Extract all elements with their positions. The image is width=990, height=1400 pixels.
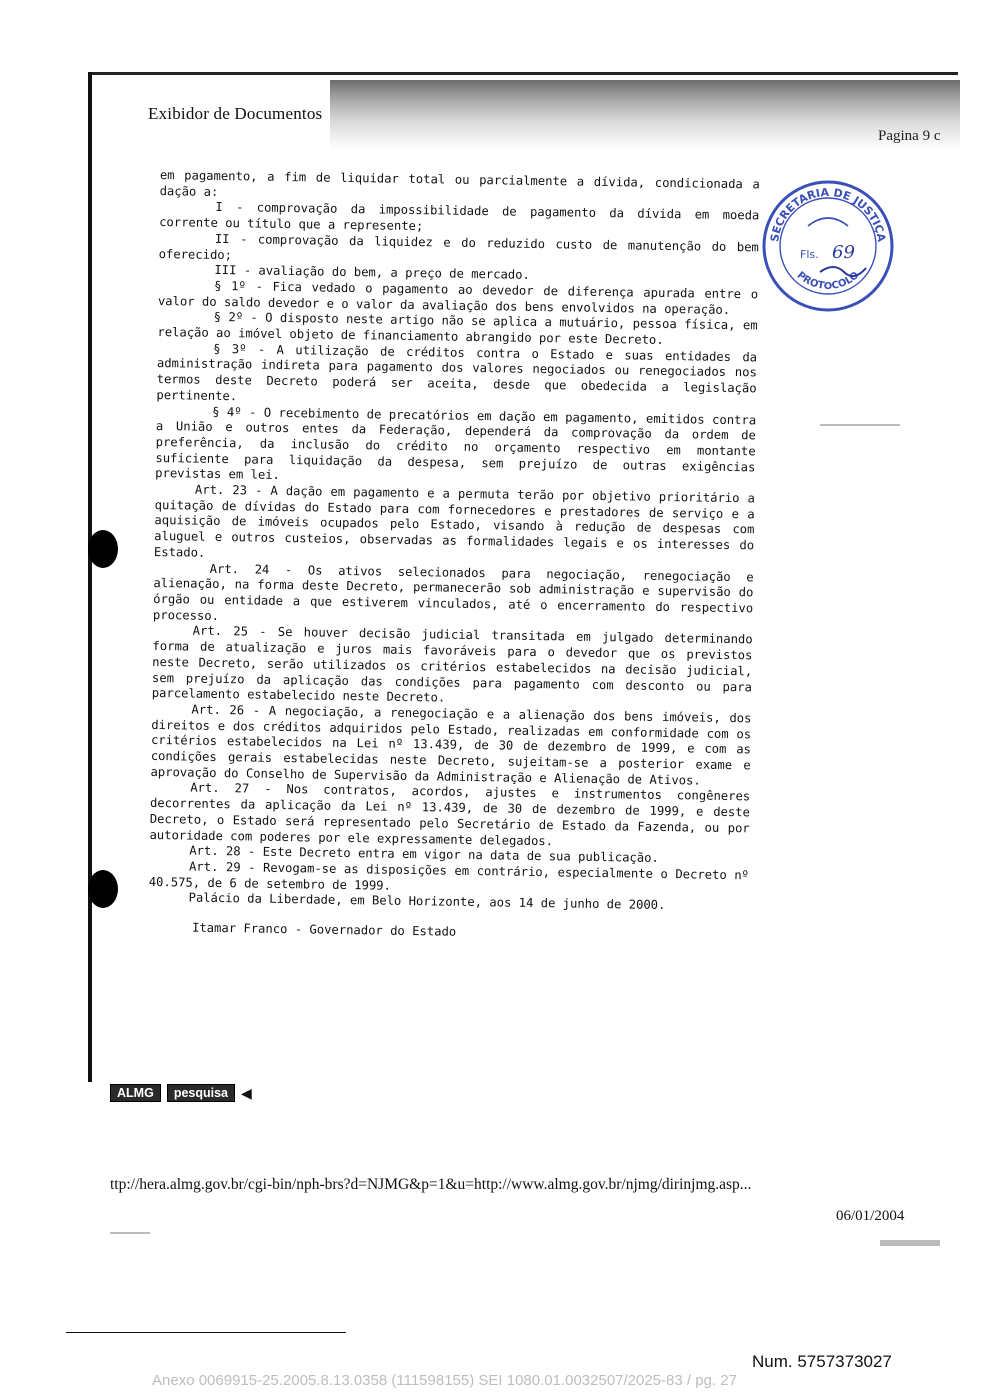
footer-tags [110, 1084, 252, 1102]
body-paragraph: § 3º - A utilização de créditos contra o Estado e suas entidades da administração indireta para pagamento dos valores negociados ou renegociados nos termos deste Decreto poderá ser aceita, desde que obedecida a legislação pertinente. [156, 341, 758, 404]
scan-noise [880, 1240, 940, 1246]
body-paragraph: Art. 27 - Nos contratos, acordos, ajustes e instrumentos congêneres decorrentes da aplicação da Lei nº 13.439, de 30 de dezembro de 1999, e deste Decreto, o Estado será representado pelo Secretário de Estado da Fazenda, ou por autoridade com poderes por ele expressamente delegados. [149, 780, 751, 848]
svg-text:SECRETARIA DE JUSTIÇA [768, 186, 888, 243]
signature-line: Itamar Franco - Governador do Estado [191, 920, 457, 939]
body-paragraph: II - comprovação da liquidez e do reduzido custo de manutenção do bem oferecido; [158, 231, 759, 262]
body-paragraph: § 2º - O disposto neste artigo não se aplica a mutuário, pessoa física, em relação ao imóvel objeto de financiamento abrangido por este Decreto. [157, 310, 758, 347]
punch-hole [88, 530, 118, 568]
pesquisa-tag[interactable]: pesquisa [167, 1084, 235, 1102]
stamp-bottom-text: PROTOCOLO [794, 269, 862, 292]
body-paragraph: § 4º - O recebimento de precatórios em dação em pagamento, emitidos contra a União e outros entes da Federação, dependerá da comprovação da ordem de preferência, da inclusão do crédito no orçamento respectivo em montante suficiente para liquidação da despesa, sem prejuízo de outras exigências previstas em lei. [155, 404, 757, 483]
body-paragraph: Art. 28 - Este Decreto entra em vigor na data de sua publicação. [189, 843, 659, 866]
back-arrow-icon[interactable]: ◀ [241, 1084, 252, 1101]
body-paragraph: em pagamento, a fim de liquidar total ou parcialmente a dívida, condicionada a dação a: [159, 168, 760, 199]
annex-reference: Anexo 0069915-25.2005.8.13.0358 (111598155) SEI 1080.01.0032507/2025-83 / pg. 27 [152, 1372, 737, 1389]
document-number: Num. 5757373027 [752, 1352, 892, 1371]
body-paragraph: III - avaliação do bem, a preço de mercado. [214, 263, 530, 283]
stamp-fls-label: Fls. [800, 248, 819, 261]
page-title: Exibidor de Documentos [148, 104, 323, 123]
document-body [148, 168, 760, 945]
stamp-top-text: SECRETARIA DE JUSTIÇA [768, 185, 888, 243]
scan-smudge [330, 80, 960, 150]
body-paragraph: Palácio da Liberdade, em Belo Horizonte, aos 14 de junho de 2000. [188, 890, 666, 913]
print-date: 06/01/2004 [836, 1208, 905, 1224]
body-paragraph: I - comprovação da impossibilidade de pagamento da dívida em moeda corrente ou título que a represente; [159, 200, 760, 234]
scan-left-border [88, 72, 92, 1082]
bottom-rule [66, 1332, 346, 1333]
scan-noise [110, 1232, 150, 1234]
protocol-stamp [760, 178, 896, 314]
page-indicator: Pagina 9 c [878, 128, 941, 144]
body-paragraph: Art. 29 - Revogam-se as disposições em contrário, especialmente o Decreto nº 40.575, de 6 de setembro de 1999. [148, 859, 750, 893]
scan-top-border [88, 72, 958, 75]
scan-noise [820, 424, 900, 426]
body-paragraph: Art. 26 - A negociação, a renegociação e a alienação dos bens imóveis, dos direitos e dos créditos adquiridos pelo Estado, realizadas em conformidade com os critérios estabelecidos na Lei nº 13.439, de 30 de dezembro de 1999, e com as condições gerais estabelecidas neste Decreto, sujeitam-se a posterior exame e aprovação do Conselho de Supervisão da Administração e Alienação de Ativos. [150, 702, 752, 788]
body-paragraph: Art. 24 - Os ativos selecionados para negociação, renegociação e alienação, na forma deste Decreto, permanecerão sob administração e supervisão do órgão ou entidade a que estiverem vinculados, até o encerramento do respectivo processo. [152, 561, 754, 623]
punch-hole [88, 870, 118, 908]
body-paragraph: § 1º - Fica vedado o pagamento ao devedor de diferença apurada entre o valor do saldo devedor e o valor da avaliação dos bens envolvidos na operação. [157, 278, 759, 317]
body-paragraph: Art. 25 - Se houver decisão judicial transitada em julgado determinando forma de atualização e juros mais favoráveis para o devedor que os previstos neste Decreto, serão utilizados os critérios estabelecidos na decisão judicial, sem prejuízo da aplicação das condições para pagamento com desconto ou para parcelamento estabelecido neste Decreto. [151, 623, 753, 705]
print-url: ttp://hera.almg.gov.br/cgi-bin/nph-brs?d=NJMG&p=1&u=http://www.almg.gov.br/njmg/dirinjmg.asp... [110, 1176, 752, 1193]
stamp-fls-number: 69 [832, 242, 855, 263]
almg-tag[interactable]: ALMG [110, 1084, 161, 1102]
body-paragraph: Art. 23 - A dação em pagamento e a permuta terão por objetivo prioritário a quitação de dívidas do Estado para com fornecedores e prestadores de serviço e a aquisição de imóveis ocupados pelo Estado, visando à redução de despesas com aluguel e outros custeios, observadas as formalidades legais e os interesses do Estado. [153, 482, 755, 560]
stamp-signature-mark [820, 267, 866, 276]
